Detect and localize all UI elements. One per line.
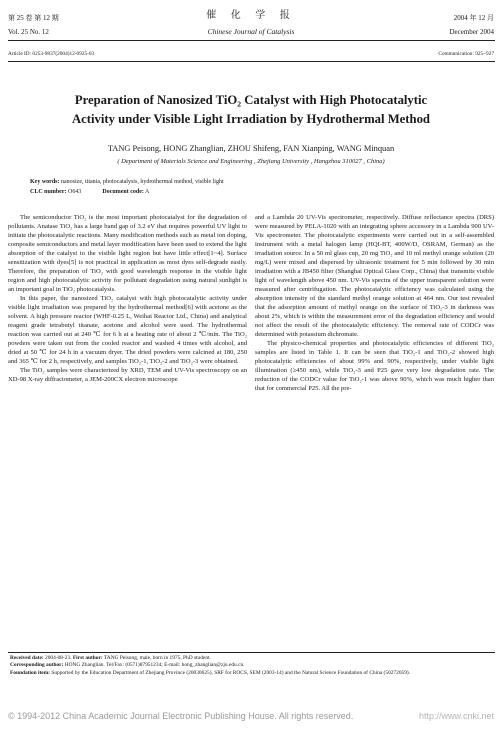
footnote-rule [8,652,495,653]
paragraph: The physico-chemical properties and photocatalytic efficiencies of different TiO₂ samples are listed in Table 1. It can be seen that TiO₂-1 and TiO₂-2 showed high photocatalytic efficiencies of about 99% and 90%, respectively, under visible light illumination (≥450 nm), while TiO₂-3 and P25 gave very low degradation rate. The reduction of the CODCr value for TiO₂-1 was above 90%, which was much higher than that for commercial P25. All the pre- [255,340,494,393]
footnotes [10,655,490,677]
meta-rule [8,61,495,62]
received-date: 2004-08-23. [43,655,73,661]
author-list: TANG Peisong, HONG Zhanglian, ZHOU Shifeng, FAN Xianping, WANG Minquan [107,144,395,153]
journal-name-en: Chinese Journal of Catalysis [207,27,295,36]
body-column-left [8,213,247,384]
communication-pages: Communication: 925~927 [438,51,494,57]
paragraph: The TiO₂ samples were characterized by XRD, TEM and UV-Vis spectroscopy on an XD-98 X-ray diffractometer, a JEM-200CX electron microscope [8,367,247,384]
affiliation: ( Department of Materials Science and Engineering , Zhejiang University , Hangzhou 310027 , China) [117,158,385,165]
date-cn: 2004 年 12 月 [453,14,494,22]
doc-code-label: Document code: [102,189,144,195]
title-line-2: Activity under Visible Light Irradiation by Hydrothermal Method [72,112,430,126]
received-label: Received date: [10,655,44,661]
keywords-text: nanosize, titania, photocatalysis, hydrothermal method, visible light [59,179,224,185]
copyright-watermark: © 1994-2012 China Academic Journal Electronic Publishing House. All rights reserved. [8,711,354,721]
cnki-url[interactable]: http://www.cnki.net [418,711,494,721]
clc-label: CLC number: [30,189,67,195]
corresponding-author: HONG Zhanglian. Tel/Fax: (0571)87951234; E-mail: hong_zhanglian@zju.edu.cn. [63,662,245,669]
paragraph: and a Lambda 20 UV-Vis spectrometer, respectively. Diffuse reflectance spectra (DRS) were measured by PELA-1020 with an integrating sphere accessory in a Lambda 900 UV-Vis spectrometer. The photocatalytic experiments were carried out in a self-assembled instrument with a metal halogen lamp (HQI-BT, 400W/D, OSRAM, German) as the irradiation source. In a 50 ml glass cup, 20 mg TiO₂ and 10 ml methyl orange solution (20 mg/L) were mixed and dispersed by ultrasonic treatment for 5 min followed by 30 min irradiation with a JB450 filter (Shanghai Optical Glass Corp., China) that transmits visible light of wavelength above 450 nm. UV-Vis spectra of the upper transparent solution were measured after centrifugation. The photocatalytic efficiency was calculated using the absorption intensity of the standard methyl orange solution at 464 nm. Our test revealed that the adsorption amount of methyl orange on the surface of TiO₂-3 in darkness was about 2%, which is within the measurement error of the degradation efficiency and would not affect the result of the photocatalytic efficiency. The removal rate of CODCr was determined with potassium dichromate. [255,214,494,339]
date-en: December 2004 [449,28,494,36]
clc-value: O643 [66,189,82,195]
corresponding-label: Corresponding author: [10,662,64,669]
keywords-label: Key words: [30,179,60,185]
volume-issue-en: Vol. 25 No. 12 [8,28,49,36]
corresponding-note [10,662,490,669]
keywords [30,178,224,187]
foundation-label: Foundation item: [10,669,50,676]
title-line-1: Preparation of Nanosized TiO₂ Catalyst with High Photocatalytic [74,93,428,107]
journal-name-cn: 催 化 学 报 [206,10,296,21]
clc-line [30,188,149,197]
header-rule [8,40,495,41]
body-column-right [255,213,494,393]
volume-issue-cn: 第 25 卷 第 12 期 [8,14,59,22]
paragraph: In this paper, the nanosized TiO₂ catalyst with high photocatalytic activity under visible light irradiation was prepared by the hydrothermal method[6] with acetone as the solvent. A high pressure reactor (WHF-0.25 L, Weihai Reactor Ltd., China) and analytical reagent grade tetrabutyl titanate, acetone and alcohol were used. The hydrothermal reaction was carried out at 240 ℃ for 6 h at a heating rate of about 2 ℃/min. The TiO₂ powders were taken out from the cooled reactor and washed 4 times with alcohol, and dried at 50 ℃ for 24 h in a vacuum dryer. The dried powders were calcined at 180, 250 and 365 ℃ for 2 h, respectively, and samples TiO₂-1, TiO₂-2 and TiO₂-3 were obtained. [8,295,247,366]
article-id: Article ID: 0253-9837(2004)12-0925-03 [8,51,95,57]
first-author-label: First author: [72,655,103,661]
paragraph: The semiconductor TiO₂ is the most important photocatalyst for the degradation of pollutants. Anatase TiO₂ has a large band gap of 3.2 eV that requires powerful UV light to initiate the photocatalytic reactions. Many modification methods such as metal ion doping, composite semiconductors and metal layer modification have been used to extend the light absorption of the catalyst to the visible light region but have little effect[1~4]. Surface sensitization with dyes[5] is not practical in application as most dyes self-degrade easily. Therefore, the preparation of TiO₂ with good wavelength response in the visible light region and high photocatalytic activity for pollutant degradation using natural sunlight is an important goal in TiO₂ photocatalysis. [8,214,247,294]
foundation-text: Supported by the Education Department of Zhejiang Province (20030625), SRF for ROCS, SEM (2003-14) and the Natural Science Foundation of China (50272059). [49,669,411,676]
foundation-note [10,670,490,677]
doc-code-value: A [143,189,150,195]
first-author: TANG Peisong, male, born in 1975, PhD student. [102,655,211,661]
